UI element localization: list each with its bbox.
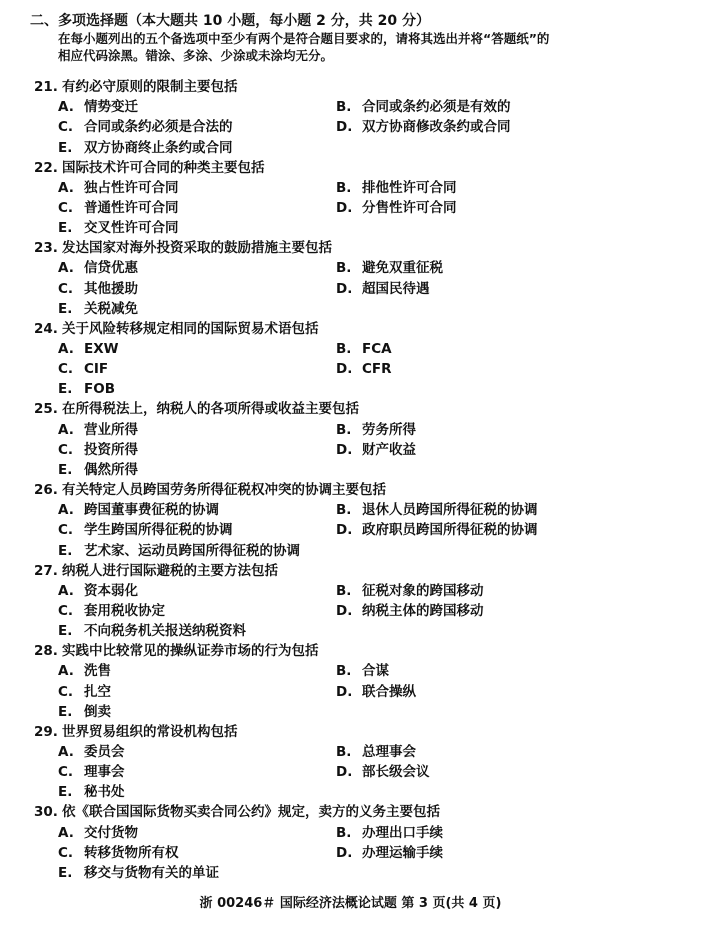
option-letter: A. [58,99,74,116]
option-text: 普通性许可合同 [84,199,179,216]
option-letter: C. [58,361,74,378]
question-text: 关于风险转移规定相同的国际贸易术语包括 [62,320,319,337]
option-text: 跨国董事费征税的协调 [84,502,219,519]
question-stem [34,562,278,580]
option-letter: A. [58,582,74,599]
question-number: 29. [34,723,58,740]
option-letter: E. [58,542,73,559]
option-b [336,743,416,761]
option-b [336,98,511,116]
option-a [58,421,138,439]
option-text: 合同或条约必须是有效的 [362,99,511,116]
option-letter: E. [58,139,73,156]
option-text: 财产收益 [362,441,416,458]
option-text: 秘书处 [84,784,125,801]
option-text: 洗售 [84,663,111,680]
option-letter: D. [336,522,353,539]
option-text: 关税减免 [84,300,138,317]
option-c [58,844,179,862]
question-text: 纳税人进行国际避税的主要方法包括 [62,562,278,579]
option-c [58,441,138,459]
option-text: 超国民待遇 [362,280,430,297]
option-c [58,683,111,701]
option-c [58,602,165,620]
question-text: 有约必守原则的限制主要包括 [62,79,238,95]
option-letter: A. [58,824,74,841]
question-text: 依《联合国国际货物买卖合同公约》规定，卖方的义务主要包括 [62,804,440,821]
option-e [58,703,111,721]
option-text: 征税对象的跨国移动 [362,582,484,599]
option-b [336,824,443,842]
option-e [58,783,125,801]
option-letter: D. [336,361,353,378]
question-number: 28. [34,643,58,660]
option-letter: C. [58,683,74,700]
option-letter: B. [336,179,352,196]
option-letter: B. [336,824,352,841]
option-letter: A. [58,340,74,357]
question-stem [34,239,332,257]
question-text: 实践中比较常见的操纵证券市场的行为包括 [62,643,319,660]
option-text: 套用税收协定 [84,602,165,619]
option-letter: D. [336,844,353,861]
option-e [58,300,138,318]
option-text: 排他性许可合同 [362,179,457,196]
option-text: 办理运输手续 [362,844,443,861]
question-stem [34,481,386,499]
option-letter: E. [58,220,73,237]
option-letter: A. [58,421,74,438]
option-b [336,259,443,277]
option-text: CFR [362,361,392,378]
option-e [58,219,179,237]
option-letter: B. [336,582,352,599]
option-text: 办理出口手续 [362,824,443,841]
option-text: 理事会 [84,764,125,781]
option-letter: B. [336,421,352,438]
option-text: 合同或条约必须是合法的 [84,119,233,136]
option-d [336,360,392,378]
question-text: 国际技术许可合同的种类主要包括 [62,159,265,176]
option-text: 扎空 [84,683,111,700]
option-letter: B. [336,99,352,116]
option-letter: D. [336,441,353,458]
option-text: FCA [362,340,392,357]
option-letter: C. [58,764,74,781]
option-text: 政府职员跨国所得征税的协调 [362,522,538,539]
question-stem [34,159,265,177]
option-text: 委员会 [84,743,125,760]
option-letter: C. [58,119,74,136]
option-letter: E. [58,864,73,881]
option-d [336,763,430,781]
instruction-line-1: 在每小题列出的五个备选项中至少有两个是符合题目要求的，请将其选出并将“答题纸”的 [58,31,550,46]
option-letter: D. [336,764,353,781]
question-text: 世界贸易组织的常设机构包括 [62,723,238,740]
option-e [58,542,300,560]
section-title: 二、多项选择题（本大题共 10 小题，每小题 2 分，共 20 分） [30,13,430,29]
option-a [58,179,179,197]
question-stem [34,78,238,96]
option-text: 情势变迁 [84,99,138,116]
option-letter: C. [58,441,74,458]
option-letter: A. [58,743,74,760]
option-text: 独占性许可合同 [84,179,179,196]
option-text: 双方协商修改条约或合同 [362,119,511,136]
option-letter: B. [336,663,352,680]
question-stem [34,642,319,660]
option-letter: E. [58,381,73,398]
option-text: 移交与货物有关的单证 [84,864,219,881]
option-b [336,340,392,358]
option-b [336,501,538,519]
option-letter: E. [58,784,73,801]
option-text: FOB [84,381,115,398]
option-e [58,461,138,479]
option-a [58,582,138,600]
option-text: 双方协商终止条约或合同 [84,139,233,156]
option-c [58,521,233,539]
option-d [336,118,511,136]
question-number: 21. [34,79,58,95]
option-text: 部长级会议 [362,764,430,781]
option-letter: B. [336,340,352,357]
question-stem [34,723,238,741]
option-letter: A. [58,663,74,680]
question-text: 发达国家对海外投资采取的鼓励措施主要包括 [62,240,332,257]
option-text: 纳税主体的跨国移动 [362,602,484,619]
option-letter: E. [58,461,73,478]
option-e [58,139,233,157]
option-letter: D. [336,602,353,619]
question-number: 27. [34,562,58,579]
option-b [336,662,389,680]
option-letter: E. [58,703,73,720]
question-number: 25. [34,401,58,418]
option-letter: D. [336,119,353,136]
option-text: 分售性许可合同 [362,199,457,216]
option-a [58,662,111,680]
option-text: 资本弱化 [84,582,138,599]
option-b [336,421,416,439]
option-a [58,259,138,277]
question-stem [34,400,359,418]
option-text: 退休人员跨国所得征税的协调 [362,502,538,519]
question-number: 22. [34,159,58,176]
option-d [336,602,484,620]
option-letter: E. [58,300,73,317]
option-letter: C. [58,602,74,619]
option-a [58,501,219,519]
option-text: CIF [84,361,109,378]
option-text: 偶然所得 [84,461,138,478]
option-letter: D. [336,280,353,297]
question-number: 23. [34,240,58,257]
option-a [58,340,119,358]
option-a [58,743,125,761]
option-c [58,118,233,136]
option-text: 其他援助 [84,280,138,297]
option-letter: B. [336,502,352,519]
option-a [58,824,138,842]
option-c [58,280,138,298]
option-e [58,380,115,398]
option-e [58,864,219,882]
option-letter: D. [336,199,353,216]
option-b [336,582,484,600]
instruction-line-2: 相应代码涂黑。错涂、多涂、少涂或未涂均无分。 [58,48,334,63]
option-letter: C. [58,522,74,539]
option-letter: C. [58,280,74,297]
option-letter: A. [58,260,74,277]
option-letter: B. [336,743,352,760]
option-c [58,360,108,378]
option-text: 交付货物 [84,824,138,841]
option-d [336,683,416,701]
page-footer: 浙 00246＃ 国际经济法概论试题 第 3 页(共 4 页) [199,896,502,911]
question-number: 26. [34,482,58,498]
option-d [336,521,538,539]
option-d [336,441,416,459]
option-text: 劳务所得 [362,421,416,438]
option-letter: D. [336,683,353,700]
option-text: 艺术家、运动员跨国所得征税的协调 [84,542,300,559]
option-text: 投资所得 [84,441,138,458]
option-text: 营业所得 [84,421,138,438]
option-e [58,622,246,640]
question-number: 24. [34,320,58,337]
option-letter: B. [336,260,352,277]
option-letter: A. [58,502,74,519]
option-text: 倒卖 [84,703,111,720]
option-b [336,179,457,197]
option-letter: C. [58,844,74,861]
option-letter: C. [58,199,74,216]
option-a [58,98,138,116]
option-text: EXW [84,340,119,357]
question-text: 有关特定人员跨国劳务所得征税权冲突的协调主要包括 [62,482,386,498]
option-text: 合谋 [362,663,389,680]
question-stem [34,320,319,338]
question-number: 30. [34,804,58,821]
question-stem [34,803,440,821]
option-letter: E. [58,623,73,640]
option-d [336,280,430,298]
option-text: 学生跨国所得征税的协调 [84,522,233,539]
option-text: 不向税务机关报送纳税资料 [84,623,246,640]
option-text: 总理事会 [362,743,416,760]
question-text: 在所得税法上，纳税人的各项所得或收益主要包括 [62,401,359,418]
option-c [58,763,125,781]
option-d [336,844,443,862]
option-d [336,199,457,217]
option-text: 避免双重征税 [362,260,443,277]
option-text: 联合操纵 [362,683,416,700]
option-c [58,199,179,217]
option-text: 交叉性许可合同 [84,220,179,237]
option-text: 转移货物所有权 [84,844,179,861]
option-letter: A. [58,179,74,196]
option-text: 信贷优惠 [84,260,138,277]
